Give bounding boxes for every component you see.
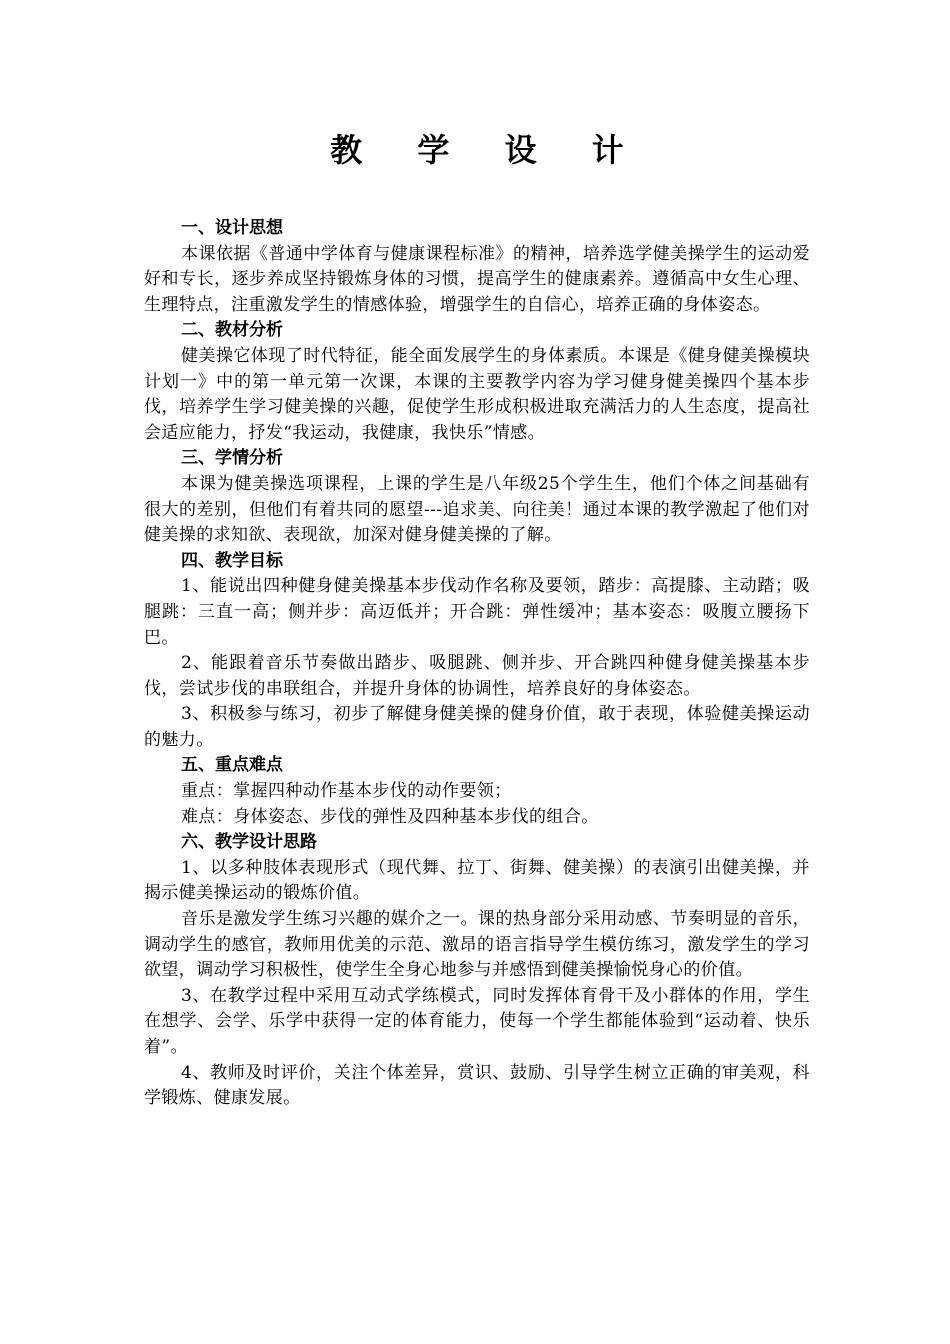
section-design-idea bbox=[144, 216, 810, 318]
section-student-analysis bbox=[144, 446, 810, 548]
paragraph: 3、积极参与练习，初步了解健身健美操的健身价值，敢于表现，体验健美操运动的魅力。 bbox=[144, 704, 810, 750]
section-design-approach bbox=[144, 830, 810, 1112]
document-title: 教 学 设 计 bbox=[330, 131, 646, 169]
paragraph: 健美操它体现了时代特征，能全面发展学生的身体素质。本课是《健身健美操模块计划一》中的第一单元第一次课，本课的主要教学内容为学习健身健美操四个基本步伐，培养学生学习健美操的兴趣，促使学生形成积极进取充满活力的人生态度，提高社会适应能力，抒发“我运动，我健康，我快乐”情感。 bbox=[144, 345, 810, 443]
section-teaching-goals bbox=[144, 549, 810, 754]
section-heading: 一、设计思想 bbox=[181, 218, 283, 238]
section-heading: 三、学情分析 bbox=[181, 448, 283, 469]
paragraph: 1、以多种肢体表现形式（现代舞、拉丁、街舞、健美操）的表演引出健美操，并揭示健美操运动的锻炼价值。 bbox=[144, 857, 810, 904]
paragraph: 本课依据《普通中学体育与健康课程标准》的精神，培养选学健美操学生的运动爱好和专长，逐步养成坚持锻炼身体的习惯，提高学生的健康素养。遵循高中女生心理、生理特点，注重激发学生的情感体验，增强学生的自信心，培养正确的身体姿态。 bbox=[144, 243, 810, 315]
section-key-points bbox=[144, 753, 810, 830]
paragraph: 2、能跟着音乐节奏做出踏步、吸腿跳、侧并步、开合跳四种健身健美操基本步伐，尝试步伐的串联组合，并提升身体的协调性，培养良好的身体姿态。 bbox=[144, 653, 810, 699]
paragraph: 重点：掌握四种动作基本步伐的动作要领； bbox=[181, 781, 512, 802]
paragraph: 4、教师及时评价，关注个体差异，赏识、鼓励、引导学生树立正确的审美观，科学锻炼、健康发展。 bbox=[144, 1062, 810, 1109]
paragraph: 难点：身体姿态、步伐的弹性及四种基本步伐的组合。 bbox=[181, 806, 599, 827]
section-heading: 二、教材分析 bbox=[181, 320, 283, 341]
document-body bbox=[144, 216, 810, 1112]
paragraph: 本课为健美操选项课程，上课的学生是八年级25个学生生，他们个体之间基础有很大的差别，但他们有着共同的愿望---追求美、向往美！通过本课的教学激起了他们对健美操的求知欲、表现欲，加深对健身健美操的了解。 bbox=[144, 473, 810, 546]
section-heading: 五、重点难点 bbox=[181, 755, 283, 776]
paragraph: 音乐是激发学生练习兴趣的媒介之一。课的热身部分采用动感、节奏明显的音乐，调动学生的感官，教师用优美的示范、激昂的语言指导学生模仿练习，激发学生的学习欲望，调动学习积极性，使学生全身心地参与并感悟到健美操愉悦身心的价值。 bbox=[144, 909, 810, 981]
paragraph: 1、能说出四种健身健美操基本步伐动作名称及要领，踏步：高提膝、主动踏；吸腿跳：三直一高；侧并步：高迈低并；开合跳：弹性缓冲；基本姿态：吸腹立腰扬下巴。 bbox=[144, 576, 810, 648]
paragraph: 3、在教学过程中采用互动式学练模式，同时发挥体育骨干及小群体的作用，学生在想学、会学、乐学中获得一定的体育能力，使每一个学生都能体验到“运动着、快乐着”。 bbox=[144, 985, 810, 1057]
section-heading: 六、教学设计思路 bbox=[181, 832, 317, 853]
section-heading: 四、教学目标 bbox=[181, 550, 283, 571]
section-material-analysis bbox=[144, 318, 810, 446]
